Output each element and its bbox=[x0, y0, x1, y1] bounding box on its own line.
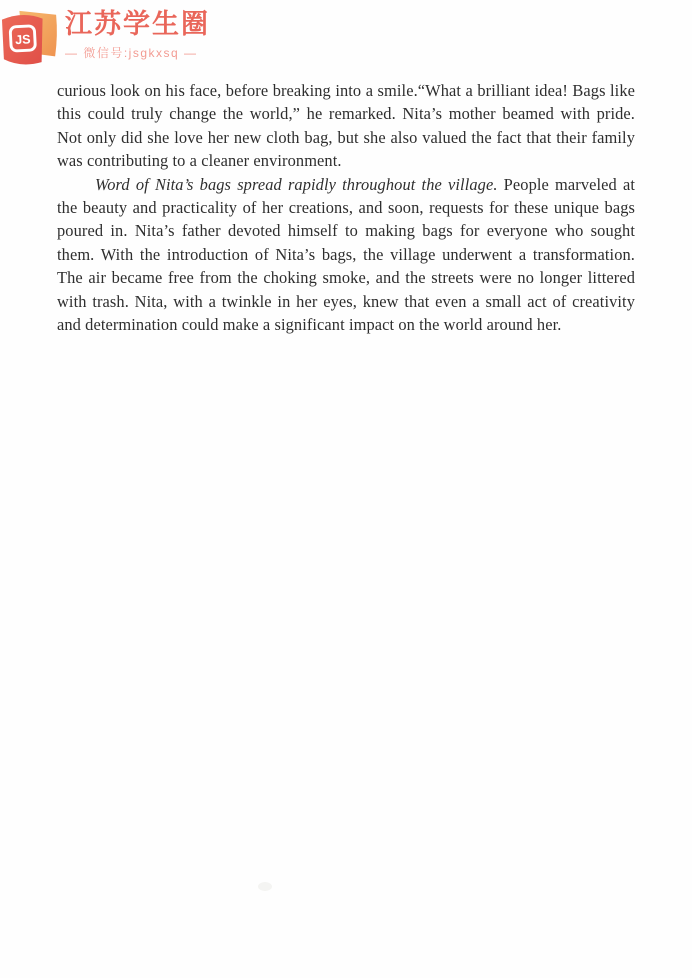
brand-text-block bbox=[65, 6, 210, 61]
brand-title: 江苏学生圈 bbox=[65, 9, 210, 39]
paragraph-2-italic-lead: Word of Nita’s bags spread rapidly throughout the village. bbox=[95, 174, 498, 194]
paragraph-2-continuation: People marveled at the beauty and practicality of her creations, and soon, requests for these unique bags poured in. Nita’s father devoted himself to making bags for everyone who sought them. With the introduction of Nita’s bags, the village underwent a transformation. The air became free from the choking smoke, and the streets were no longer littered with trash. Nita, with a twinkle in her eyes, knew that even a small act of creativity and determination could make a significant impact on the world around her. bbox=[57, 174, 636, 335]
brand-subtitle: — 微信号:jsgkxsq — bbox=[65, 45, 198, 60]
passage-paragraph-1: curious look on his face, before breaking into a smile.“What a brilliant idea! Bags like this could truly change the world,” he remarked. Nita’s mother beamed with pride. Not only did she love her new cloth bag, but she also valued the fact that their family was contributing to a cleaner environment. bbox=[57, 81, 635, 171]
scan-smudge bbox=[258, 882, 272, 891]
passage-paragraph-2 bbox=[57, 173, 635, 337]
js-book-icon bbox=[0, 8, 60, 66]
js-icon-letters: JS bbox=[14, 32, 31, 48]
reading-passage bbox=[57, 79, 635, 336]
brand-logo bbox=[0, 6, 210, 66]
